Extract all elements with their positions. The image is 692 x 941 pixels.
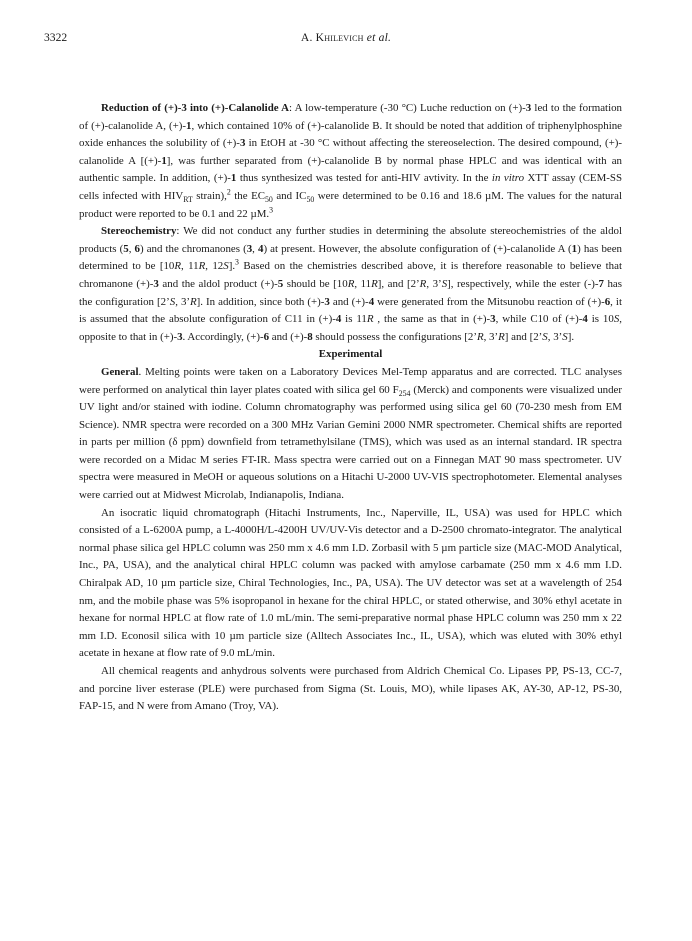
page-number: 3322 — [44, 31, 68, 44]
paragraph-reagents: All chemical reagents and anhydrous solvents were purchased from Aldrich Chemical Co. Lipases PP, PS-13, CC-7, and porcine liver esterase (PLE) were purchased from Sigma (St. Louis, MO), while lipases AK, AY-30, AP-12, PS-30, FAP-15, and N were from Amano (Troy, VA). — [79, 665, 622, 713]
stereochemistry-heading: Stereochemistry — [101, 225, 177, 238]
paragraph-stereochemistry: Stereochemistry: We did not conduct any further studies in determining the absolute stereochemistries of the aldol products (5, 6) and the chromanones (3, 4) at present. However, the absolute configuration of (+)-calanolide A (1) has been determined to be [10R, 11R, 12S].$^3$ Based on the chemistries described above, it is therefore reasonable to believe that chromanone (+)-3 and the aldol product (+)-5 should be [10R, 11R], and [2’R, 3’S], respectively, while the ester (-)-7 has the configuration [2’S, 3’R]. In addition, since both (+)-3 and (+)-4 were generated from the Mitsunobu reaction of (+)-6, it is assumed that the absolute configuration of C11 in (+)-4 is 11R , the same as that in (+)-3, while C10 of (+)-4 is 10S, opposite to that in (+)-3. Accordingly, (+)-6 and (+)-8 should possess the configurations [2’R, 3’R] and [2’S, 3’S]. — [79, 225, 623, 343]
page-header — [44, 31, 648, 49]
article-body — [79, 100, 622, 716]
paragraph-hplc: An isocratic liquid chromatograph (Hitachi Instruments, Inc., Naperville, IL, USA) was used for HPLC which consisted of a L-6200A pump, a L-4000H/L-4200H UV/UV-Vis detector and a D-2500 chromato-integrator. The analytical normal phase silica gel HPLC column was 250 mm x 4.6 mm I.D. Zorbasil with 5 µm particle size (MAC-MOD Analytical, Inc., PA, USA), and the analytical chiral HPLC column was packed with amylose carbamate (250 mm x 4.6 mm I.D. Chiralpak AD, 10 µm particle size, Chiral Technologies, Inc., PA, USA). The UV detector was set at a wavelength of 254 nm, and the mobile phase was 5% isopropanol in hexane for the chiral HPLC, or stated otherwise, and 30% ethyl acetate in hexane for normal HPLC at flow rate of 1.0 mL/min. The semi-preparative normal phase HPLC column was 250 mm x 22 mm I.D. Econosil silica with 10 µm particle size (Alltech Associates Inc., IL, USA), which was eluted with 30% ethyl acetate in hexane at flow rate of 9.0 mL/min. — [79, 506, 622, 660]
reduction-heading: Reduction of (+)-3 into (+)-Calanolide A — [101, 102, 290, 114]
paragraph-general: General. Melting points were taken on a Laboratory Devices Mel-Temp apparatus and are corrected. TLC analyses were performed on analytical thin layer plates coated with silica gel 60 $F_{254}$ (Merck) and components were visualized under UV light and/or stained with iodine. Column chromatography was performed using silica gel 60 (70-230 mesh from EM Science). NMR spectra were recorded on a 300 MHz Varian Gemini 2000 NMR spectrometer. Chemical shifts are reported in parts per million (δ ppm) downfield from tetramethylsilane (TMS), which was used as an internal standard. IR spectra were recorded on a Midac M series FT-IR. Mass spectra were carried out on a Finnegan MAT 90 mass spectrometer. UV spectra were measured in MeOH or aqueous solutions on a Hitachi U-2000 UV-VIS spectrophotometer. Elemental analyses were carried out at Midwest Microlab, Indianapolis, Indiana. — [79, 365, 622, 502]
experimental-heading: Experimental — [318, 348, 383, 361]
running-head: A. Khilevich et al. — [300, 31, 392, 44]
general-heading: General — [101, 365, 139, 378]
paragraph-reduction: Reduction of (+)-3 into (+)-Calanolide A: A low-temperature (-30 °C) Luche reduction on (+)-3 led to the formation of (+)-calanolide A, (+)-1, which contained 10% of (+)-calanolide B. It should be noted that addition of triphenylphosphine oxide enhances the solubility of (+)-3 in EtOH at -30 °C without affecting the stereoselection. The desired compound, (+)-calanolide A [(+)-1], was further separated from (+)-calanolide B by normal phase HPLC and was identical with an authentic sample. In addition, (+)-1 thus synthesized was tested for anti-HIV avtivity. In the in vitro XTT assay (CEM-SS cells infected with $HIV_{RT}$ strain),$^2$ the $EC_{50}$ and $IC_{50}$ were determined to be 0.16 and 18.6 µM. The values for the natural product were reported to be 0.1 and 22 µM.$^3$ — [79, 102, 623, 220]
